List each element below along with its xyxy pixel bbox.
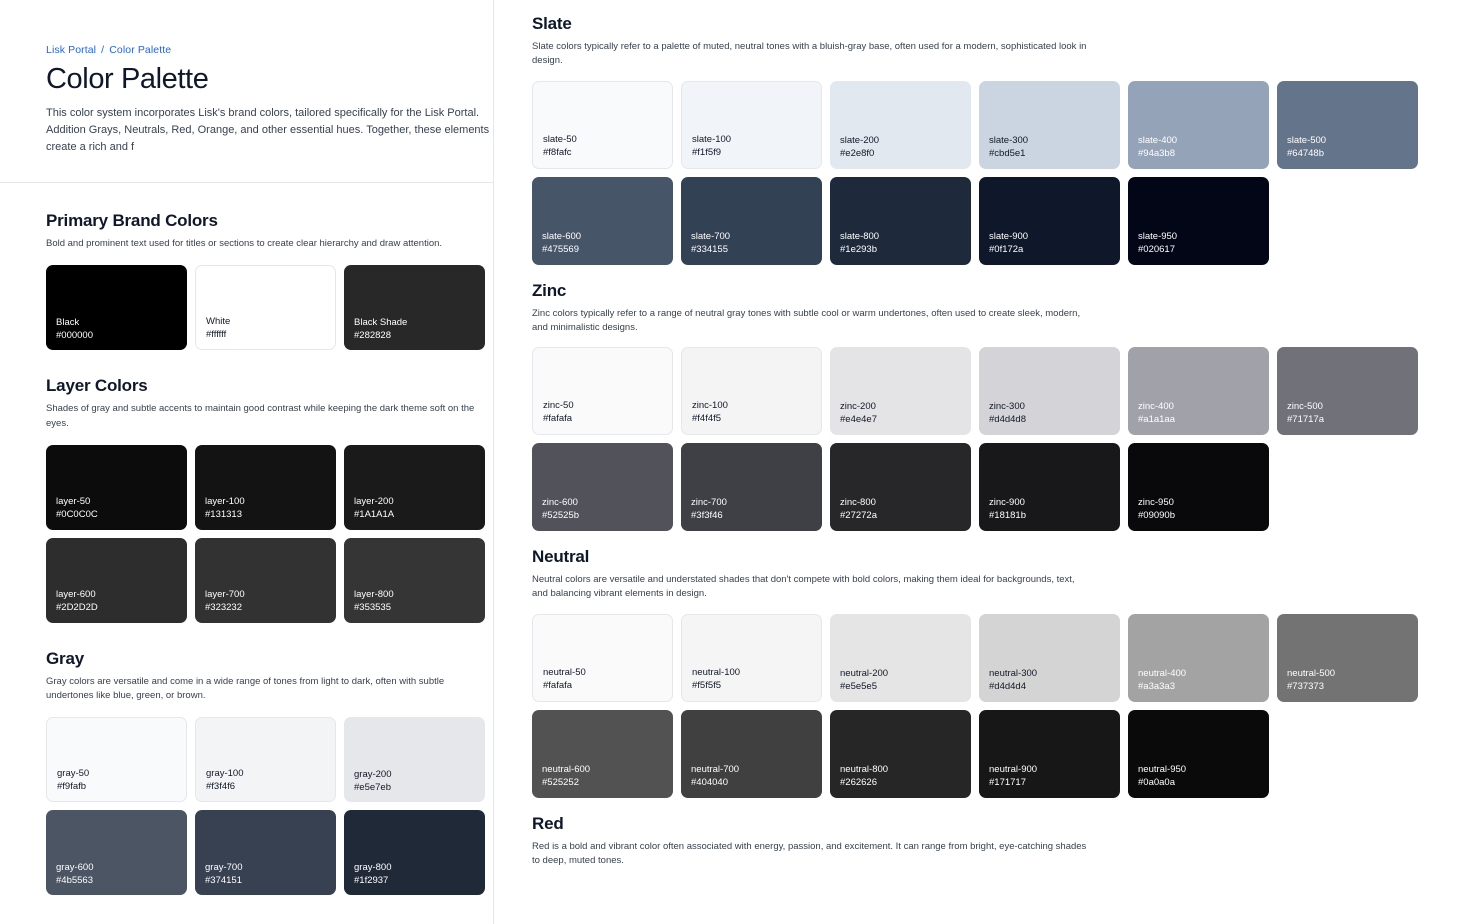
swatch-name: neutral-700 [691, 763, 740, 775]
swatch-name: zinc-50 [543, 400, 574, 412]
section-subtitle: Red is a bold and vibrant color often associated with energy, passion, and excitement. It can range from bright, eye-catching shades to deep, muted tones. [532, 840, 1087, 866]
swatch-grid [532, 614, 1438, 798]
swatch-hex: #e5e7eb [354, 781, 391, 793]
swatch-hex: #52525b [542, 510, 579, 522]
swatch-name: neutral-300 [989, 667, 1038, 679]
swatch-name: zinc-400 [1138, 401, 1174, 413]
swatch-name: slate-300 [989, 134, 1029, 146]
swatch-hex: #94a3b8 [1138, 147, 1175, 159]
color-swatch[interactable] [1128, 443, 1269, 531]
swatch-hex: #f9fafb [57, 780, 87, 792]
swatch-hex: #323232 [205, 602, 242, 614]
color-swatch[interactable] [46, 810, 187, 895]
color-swatch[interactable] [979, 614, 1120, 702]
swatch-hex: #a3a3a3 [1138, 680, 1175, 692]
color-swatch[interactable] [1277, 81, 1418, 169]
color-swatch[interactable] [532, 443, 673, 531]
swatch-hex: #d4d4d8 [989, 414, 1026, 426]
swatch-hex: #1f2937 [354, 874, 389, 886]
swatch-name: layer-100 [205, 496, 245, 508]
breadcrumb-current[interactable]: Color Palette [109, 44, 172, 56]
color-swatch[interactable] [46, 265, 187, 350]
swatch-hex: #020617 [1138, 243, 1175, 255]
swatch-hex: #e4e4e7 [840, 414, 877, 426]
swatch-name: layer-200 [354, 496, 394, 508]
swatch-hex: #131313 [205, 509, 242, 521]
swatch-name: neutral-900 [989, 763, 1038, 775]
right-sections [532, 14, 1438, 868]
section-subtitle: Bold and prominent text used for titles or sections to create clear hierarchy and draw attention. [46, 238, 443, 250]
swatch-name: neutral-600 [542, 763, 591, 775]
swatch-name: neutral-200 [840, 667, 889, 679]
swatch-name: gray-800 [354, 861, 392, 873]
swatch-hex: #f3f4f6 [206, 780, 236, 792]
page-title: Color Palette [46, 63, 209, 95]
swatch-name: gray-50 [57, 767, 90, 779]
swatch-hex: #18181b [989, 510, 1026, 522]
swatch-name: slate-800 [840, 230, 880, 242]
swatch-name: zinc-100 [692, 400, 728, 412]
swatch-name: slate-200 [840, 134, 880, 146]
color-swatch[interactable] [344, 265, 485, 350]
left-sections [0, 211, 493, 895]
color-swatch[interactable] [46, 538, 187, 623]
swatch-name: Black Shade [354, 316, 408, 328]
color-swatch[interactable] [1128, 81, 1269, 169]
color-swatch[interactable] [1128, 347, 1269, 435]
color-swatch[interactable] [830, 614, 971, 702]
color-swatch[interactable] [681, 177, 822, 265]
swatch-grid [532, 81, 1438, 265]
swatch-grid [532, 347, 1438, 531]
color-swatch[interactable] [1277, 347, 1418, 435]
color-swatch[interactable] [532, 614, 673, 702]
header-divider [0, 182, 494, 183]
section-title: Slate [532, 14, 572, 33]
color-swatch[interactable] [344, 445, 485, 530]
swatch-hex: #71717a [1287, 414, 1324, 426]
swatch-name: zinc-200 [840, 401, 876, 413]
color-swatch[interactable] [195, 538, 336, 623]
swatch-hex: #737373 [1287, 680, 1324, 692]
swatch-hex: #171717 [989, 776, 1026, 788]
color-swatch[interactable] [1128, 614, 1269, 702]
swatch-name: neutral-400 [1138, 667, 1187, 679]
color-swatch[interactable] [532, 347, 673, 435]
swatch-grid [46, 717, 486, 895]
swatch-name: zinc-800 [840, 497, 876, 509]
swatch-name: neutral-500 [1287, 667, 1336, 679]
swatch-hex: #d4d4d4 [989, 680, 1026, 692]
color-swatch[interactable] [1128, 710, 1269, 798]
color-swatch[interactable] [681, 347, 822, 435]
swatch-name: layer-50 [56, 496, 91, 508]
color-swatch[interactable] [681, 81, 822, 169]
swatch-hex: #0C0C0C [56, 509, 98, 521]
swatch-name: zinc-300 [989, 401, 1025, 413]
swatch-name: zinc-600 [542, 497, 578, 509]
swatch-hex: #f1f5f9 [692, 146, 722, 158]
swatch-grid [46, 445, 486, 623]
section-gray [46, 649, 486, 896]
color-swatch[interactable] [344, 810, 485, 895]
swatch-name: neutral-50 [543, 666, 586, 678]
breadcrumb-root[interactable]: Lisk Portal [46, 44, 97, 56]
color-swatch[interactable] [830, 177, 971, 265]
right-column [494, 0, 1478, 924]
swatch-hex: #fafafa [543, 679, 573, 691]
swatch-name: Black [56, 316, 80, 328]
swatch-hex: #475569 [542, 243, 579, 255]
color-swatch[interactable] [681, 443, 822, 531]
section-zinc [532, 281, 1438, 532]
swatch-name: neutral-800 [840, 763, 889, 775]
swatch-hex: #353535 [354, 602, 391, 614]
section-subtitle: Gray colors are versatile and come in a wide range of tones from light to dark, often with subtle undertones like blue, green, or brown. [46, 675, 445, 702]
section-title: Gray [46, 648, 84, 668]
swatch-hex: #262626 [840, 776, 877, 788]
swatch-name: gray-600 [56, 861, 94, 873]
section-subtitle: Zinc colors typically refer to a range of neutral gray tones with subtle cool or warm undertones, often used to create sleek, modern, and minimalistic designs. [532, 307, 1081, 333]
color-swatch[interactable] [830, 81, 971, 169]
color-swatch[interactable] [979, 177, 1120, 265]
swatch-hex: #e2e8f0 [840, 147, 875, 159]
breadcrumb-separator: / [101, 44, 105, 56]
swatch-grid [46, 265, 486, 350]
color-swatch[interactable] [46, 445, 187, 530]
swatch-name: neutral-100 [692, 666, 741, 678]
swatch-name: neutral-950 [1138, 763, 1187, 775]
color-swatch[interactable] [532, 81, 673, 169]
swatch-hex: #404040 [691, 776, 728, 788]
swatch-hex: #4b5563 [56, 874, 93, 886]
swatch-hex: #09090b [1138, 510, 1175, 522]
color-swatch[interactable] [830, 710, 971, 798]
swatch-name: slate-600 [542, 230, 582, 242]
swatch-hex: #fafafa [543, 413, 573, 425]
swatch-name: White [206, 315, 231, 327]
swatch-name: zinc-950 [1138, 497, 1174, 509]
color-swatch[interactable] [532, 177, 673, 265]
swatch-name: layer-700 [205, 589, 245, 601]
color-swatch[interactable] [681, 614, 822, 702]
swatch-hex: #3f3f46 [691, 510, 723, 522]
swatch-hex: #64748b [1287, 147, 1324, 159]
color-swatch[interactable] [195, 717, 336, 802]
swatch-name: slate-950 [1138, 230, 1178, 242]
swatch-hex: #000000 [56, 329, 93, 341]
color-swatch[interactable] [681, 710, 822, 798]
section-title: Layer Colors [46, 376, 148, 396]
swatch-hex: #cbd5e1 [989, 147, 1026, 159]
swatch-hex: #374151 [205, 874, 242, 886]
swatch-hex: #2D2D2D [56, 602, 98, 614]
left-column [0, 0, 494, 924]
color-swatch[interactable] [344, 717, 485, 802]
swatch-name: slate-900 [989, 230, 1029, 242]
swatch-hex: #1e293b [840, 243, 877, 255]
color-swatch[interactable] [195, 445, 336, 530]
swatch-name: gray-100 [206, 767, 244, 779]
swatch-hex: #ffffff [206, 328, 227, 340]
section-subtitle: Slate colors typically refer to a palette of muted, neutral tones with a bluish-gray base, often used for a modern, sophisticated look in design. [532, 41, 1087, 67]
color-swatch[interactable] [1277, 614, 1418, 702]
swatch-hex: #282828 [354, 329, 391, 341]
swatch-hex: #27272a [840, 510, 877, 522]
swatch-name: slate-50 [543, 133, 577, 145]
section-title: Red [532, 813, 564, 833]
color-swatch[interactable] [979, 81, 1120, 169]
swatch-name: zinc-700 [691, 497, 727, 509]
swatch-hex: #f4f4f5 [692, 413, 722, 425]
swatch-name: slate-100 [692, 133, 732, 145]
color-swatch[interactable] [532, 710, 673, 798]
color-swatch[interactable] [1128, 177, 1269, 265]
color-swatch[interactable] [979, 347, 1120, 435]
swatch-hex: #0f172a [989, 243, 1024, 255]
swatch-name: zinc-900 [989, 497, 1025, 509]
swatch-hex: #f8fafc [543, 146, 572, 158]
breadcrumb [0, 0, 493, 56]
section-title: Primary Brand Colors [46, 211, 218, 231]
swatch-name: zinc-500 [1287, 401, 1323, 413]
color-swatch[interactable] [344, 538, 485, 623]
section-red [532, 814, 1438, 869]
page-description: This color system incorporates Lisk's brand colors, tailored specifically for the Lisk Portal. Addition Grays, Neutrals, Red, Orange, and other essential hues. Together, these elements create a rich and f [46, 107, 490, 154]
swatch-hex: #f5f5f5 [692, 679, 722, 691]
section-primary-brand-colors [46, 211, 486, 350]
swatch-hex: #a1a1aa [1138, 414, 1175, 426]
color-swatch[interactable] [830, 443, 971, 531]
swatch-hex: #e5e5e5 [840, 680, 877, 692]
section-layer-colors [46, 376, 486, 623]
color-swatch[interactable] [195, 265, 336, 350]
section-neutral [532, 547, 1438, 798]
swatch-hex: #0a0a0a [1138, 776, 1175, 788]
swatch-name: slate-400 [1138, 134, 1178, 146]
section-subtitle: Shades of gray and subtle accents to maintain good contrast while keeping the dark theme soft on the eyes. [46, 403, 475, 429]
section-title: Zinc [532, 280, 567, 300]
color-swatch[interactable] [979, 443, 1120, 531]
swatch-name: gray-700 [205, 861, 243, 873]
swatch-name: layer-800 [354, 589, 394, 601]
section-subtitle: Neutral colors are versatile and understated shades that don't compete with bold colors, making them ideal for backgrounds, text, and balancing vibrant elements in design. [532, 574, 1075, 600]
color-swatch[interactable] [830, 347, 971, 435]
swatch-hex: #334155 [691, 243, 728, 255]
color-swatch[interactable] [46, 717, 187, 802]
swatch-name: slate-700 [691, 230, 731, 242]
color-swatch[interactable] [979, 710, 1120, 798]
swatch-name: gray-200 [354, 768, 392, 780]
swatch-name: layer-600 [56, 589, 96, 601]
swatch-hex: #525252 [542, 776, 579, 788]
swatch-hex: #1A1A1A [354, 509, 395, 521]
swatch-name: slate-500 [1287, 134, 1327, 146]
section-slate [532, 14, 1438, 265]
color-swatch[interactable] [195, 810, 336, 895]
section-title: Neutral [532, 547, 590, 566]
